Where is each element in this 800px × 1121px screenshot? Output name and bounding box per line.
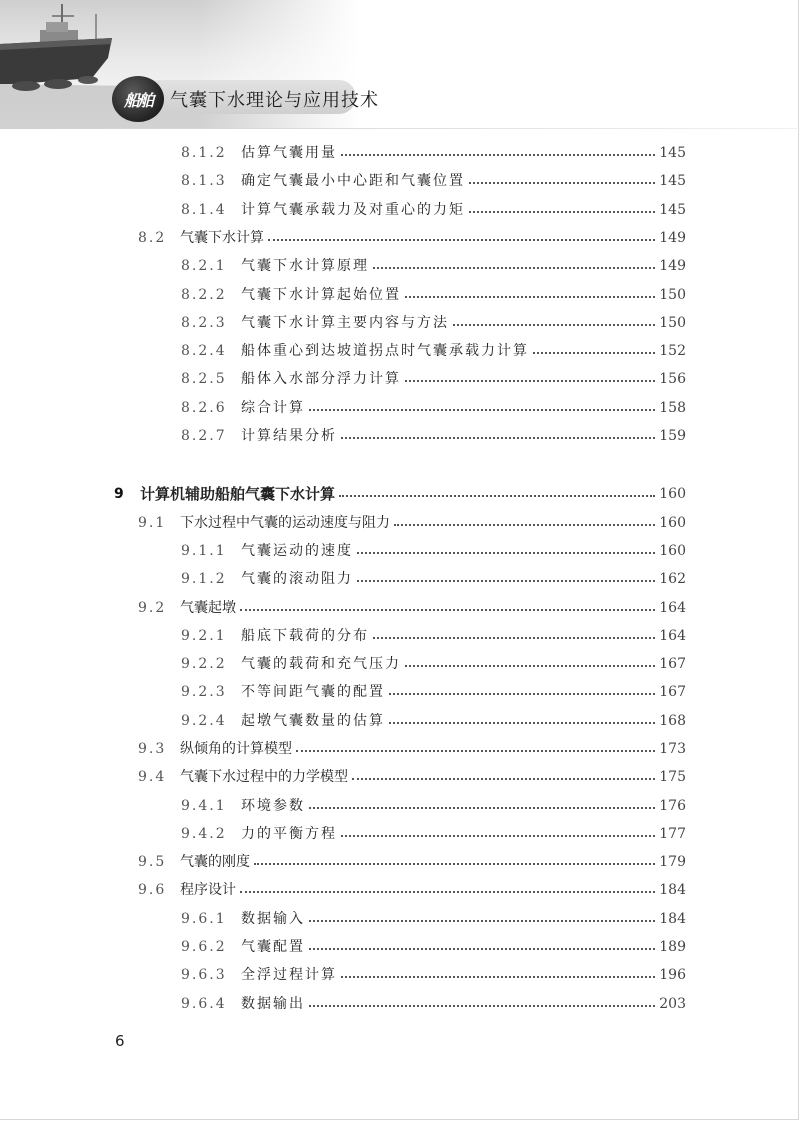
- toc-entry[interactable]: [181, 283, 686, 307]
- toc-dot-leader: [405, 380, 655, 382]
- toc-entry-page: 184: [659, 882, 686, 898]
- toc-entry-number: 9.4.1: [181, 798, 227, 814]
- toc-entry[interactable]: [181, 992, 686, 1016]
- toc-entry[interactable]: [138, 765, 686, 789]
- toc-entry-title: 估算气囊用量: [241, 145, 337, 161]
- toc-entry-page: 159: [659, 428, 686, 444]
- toc-entry-number: 9.6.1: [181, 911, 227, 927]
- toc-entry-page: 189: [659, 939, 686, 955]
- toc-entry-page: 167: [659, 684, 686, 700]
- toc-dot-leader: [341, 835, 655, 837]
- toc-dot-leader: [341, 976, 655, 978]
- toc-entry[interactable]: [181, 963, 686, 987]
- toc-dot-leader: [357, 552, 655, 554]
- toc-entry-title: 计算气囊承载力及对重心的力矩: [241, 202, 465, 218]
- toc-entry-page: 179: [659, 854, 686, 870]
- toc-dot-leader: [254, 863, 655, 865]
- toc-entry-number: 9.2.1: [181, 628, 227, 644]
- toc-entry-number: 9.6: [138, 882, 167, 898]
- toc-entry-title: 气囊配置: [241, 939, 305, 955]
- toc-entry[interactable]: [138, 511, 686, 535]
- toc-entry-number: 8.1.3: [181, 173, 227, 189]
- toc-entry-title: 确定气囊最小中心距和气囊位置: [241, 173, 465, 189]
- toc-entry-title: 程序设计: [180, 882, 236, 898]
- page-header: [0, 0, 800, 130]
- toc-dot-leader: [394, 524, 655, 526]
- toc-entry-number: 8.2.6: [181, 400, 227, 416]
- toc-entry-page: 156: [659, 371, 686, 387]
- toc-dot-leader: [469, 211, 655, 213]
- toc-entry-number: 9.3: [138, 741, 167, 757]
- toc-entry-title: 环境参数: [241, 798, 305, 814]
- toc-entry[interactable]: [138, 596, 686, 620]
- toc-entry-title: 气囊下水计算原理: [241, 258, 369, 274]
- toc-entry-page: 150: [659, 287, 686, 303]
- toc-entry-page: 145: [659, 202, 686, 218]
- toc-entry-page: 167: [659, 656, 686, 672]
- toc-entry-title: 船体入水部分浮力计算: [241, 371, 401, 387]
- toc-entry-number: 9.6.2: [181, 939, 227, 955]
- toc-entry-page: 164: [659, 628, 686, 644]
- toc-entry[interactable]: [181, 424, 686, 448]
- toc-entry-page: 162: [659, 571, 686, 587]
- toc-entry-page: 145: [659, 145, 686, 161]
- toc-entry-page: 160: [659, 543, 686, 559]
- toc-entry[interactable]: [181, 311, 686, 335]
- toc-entry-number: 8.2.3: [181, 315, 227, 331]
- toc-entry[interactable]: [181, 652, 686, 676]
- toc-dot-leader: [469, 182, 655, 184]
- toc-dot-leader: [453, 324, 655, 326]
- toc-entry[interactable]: [181, 680, 686, 704]
- toc-entry[interactable]: [181, 396, 686, 420]
- book-title: 气囊下水理论与应用技术: [170, 90, 379, 111]
- toc-entry-page: 177: [659, 826, 686, 842]
- toc-entry-title: 综合计算: [241, 400, 305, 416]
- toc-entry-number: 8.2.1: [181, 258, 227, 274]
- toc-dot-leader: [389, 693, 655, 695]
- toc-entry-number: 8.2.2: [181, 287, 227, 303]
- toc-entry-page: 176: [659, 798, 686, 814]
- toc-entry-page: 168: [659, 713, 686, 729]
- toc-entry-title: 力的平衡方程: [241, 826, 337, 842]
- toc-entry[interactable]: [138, 737, 686, 761]
- toc-entry-number: 9.2.2: [181, 656, 227, 672]
- toc-entry-title: 气囊下水过程中的力学模型: [180, 769, 348, 785]
- toc-entry-title: 气囊起墩: [180, 600, 236, 616]
- toc-dot-leader: [268, 239, 655, 241]
- toc-entry-number: 9.2.3: [181, 684, 227, 700]
- toc-entry-title: 数据输入: [241, 911, 305, 927]
- toc-entry-number: 9.1: [138, 515, 167, 531]
- toc-entry-title: 纵倾角的计算模型: [180, 741, 292, 757]
- toc-entry-title: 船体重心到达坡道拐点时气囊承载力计算: [241, 343, 529, 359]
- toc-dot-leader: [373, 637, 655, 639]
- toc-entry-title: 气囊下水计算主要内容与方法: [241, 315, 449, 331]
- toc-entry[interactable]: [138, 878, 686, 902]
- toc-entry-number: 9.2: [138, 600, 167, 616]
- toc-entry[interactable]: [181, 822, 686, 846]
- toc-entry-title: 计算结果分析: [241, 428, 337, 444]
- toc-entry-title: 计算机辅助船舶气囊下水计算: [140, 485, 336, 503]
- toc-dot-leader: [309, 948, 655, 950]
- toc-entry[interactable]: [181, 794, 686, 818]
- toc-entry[interactable]: [181, 709, 686, 733]
- toc-entry-page: 160: [659, 486, 686, 502]
- toc-entry-title: 气囊下水计算: [180, 230, 264, 246]
- toc-dot-leader: [309, 409, 655, 411]
- toc-entry-title: 气囊的滚动阻力: [241, 571, 353, 587]
- toc-entry-number: 9.2.4: [181, 713, 227, 729]
- toc-dot-leader: [309, 1005, 655, 1007]
- toc-entry-title: 气囊下水计算起始位置: [241, 287, 401, 303]
- toc-dot-leader: [240, 609, 655, 611]
- toc-entry-number: 9.5: [138, 854, 167, 870]
- toc-entry[interactable]: [181, 254, 686, 278]
- toc-entry[interactable]: [181, 169, 686, 193]
- toc-entry-page: 150: [659, 315, 686, 331]
- toc-entry[interactable]: [114, 482, 686, 506]
- toc-entry-number: 8.1.2: [181, 145, 227, 161]
- toc-entry-page: 196: [659, 967, 686, 983]
- toc-entry[interactable]: [181, 141, 686, 165]
- toc-entry-number: 8.2.7: [181, 428, 227, 444]
- toc-entry[interactable]: [181, 198, 686, 222]
- toc-entry-page: 184: [659, 911, 686, 927]
- toc-entry-page: 145: [659, 173, 686, 189]
- toc-entry-number: 9.1.2: [181, 571, 227, 587]
- toc-entry-number: 8.1.4: [181, 202, 227, 218]
- toc-entry-title: 起墩气囊数量的估算: [241, 713, 385, 729]
- toc-dot-leader: [240, 891, 655, 893]
- toc-entry-number: 9.6.4: [181, 996, 227, 1012]
- toc-entry-number: 8.2: [138, 230, 167, 246]
- toc-entry[interactable]: [181, 367, 686, 391]
- toc-entry[interactable]: [181, 339, 686, 363]
- toc-entry-title: 下水过程中气囊的运动速度与阻力: [180, 515, 390, 531]
- toc-dot-leader: [341, 437, 655, 439]
- toc-entry-number: 9.4: [138, 769, 167, 785]
- toc-entry-title: 气囊的载荷和充气压力: [241, 656, 401, 672]
- toc-entry-number: 9.6.3: [181, 967, 227, 983]
- toc-entry[interactable]: [138, 226, 686, 250]
- toc-entry-title: 不等间距气囊的配置: [241, 684, 385, 700]
- toc-dot-leader: [389, 722, 655, 724]
- toc-entry-title: 气囊运动的速度: [241, 543, 353, 559]
- toc-dot-leader: [373, 267, 655, 269]
- toc-entry-number: 8.2.4: [181, 343, 227, 359]
- toc-entry-title: 全浮过程计算: [241, 967, 337, 983]
- toc-dot-leader: [296, 750, 655, 752]
- toc-entry[interactable]: [181, 907, 686, 931]
- toc-entry-page: 175: [659, 769, 686, 785]
- toc-entry-page: 173: [659, 741, 686, 757]
- toc-entry-page: 203: [659, 996, 686, 1012]
- toc-entry-page: 158: [659, 400, 686, 416]
- toc-entry[interactable]: [181, 935, 686, 959]
- toc-dot-leader: [405, 296, 655, 298]
- toc-entry-page: 152: [659, 343, 686, 359]
- toc-entry-number: 9.4.2: [181, 826, 227, 842]
- toc-entry-page: 149: [659, 258, 686, 274]
- toc-dot-leader: [352, 778, 655, 780]
- toc-entry-title: 船底下载荷的分布: [241, 628, 369, 644]
- toc-entry-page: 149: [659, 230, 686, 246]
- toc-entry[interactable]: [138, 850, 686, 874]
- toc-dot-leader: [405, 665, 655, 667]
- toc-entry-title: 气囊的刚度: [180, 854, 250, 870]
- toc-entry-page: 160: [659, 515, 686, 531]
- page-number: 6: [115, 1032, 125, 1050]
- header-divider: [0, 128, 800, 129]
- toc-entry-number: 9.1.1: [181, 543, 227, 559]
- toc-dot-leader: [339, 495, 655, 497]
- toc-entry-number: 8.2.5: [181, 371, 227, 387]
- toc-entry-title: 数据输出: [241, 996, 305, 1012]
- toc-entry-number: 9: [114, 486, 124, 502]
- book-logo: 船舶: [112, 76, 164, 122]
- toc-dot-leader: [357, 580, 655, 582]
- toc-entry-page: 164: [659, 600, 686, 616]
- toc-dot-leader: [533, 352, 655, 354]
- toc-dot-leader: [341, 154, 655, 156]
- toc-entry[interactable]: [181, 567, 686, 591]
- toc-entry[interactable]: [181, 624, 686, 648]
- toc-dot-leader: [309, 807, 655, 809]
- toc-entry[interactable]: [181, 539, 686, 563]
- toc-dot-leader: [309, 920, 655, 922]
